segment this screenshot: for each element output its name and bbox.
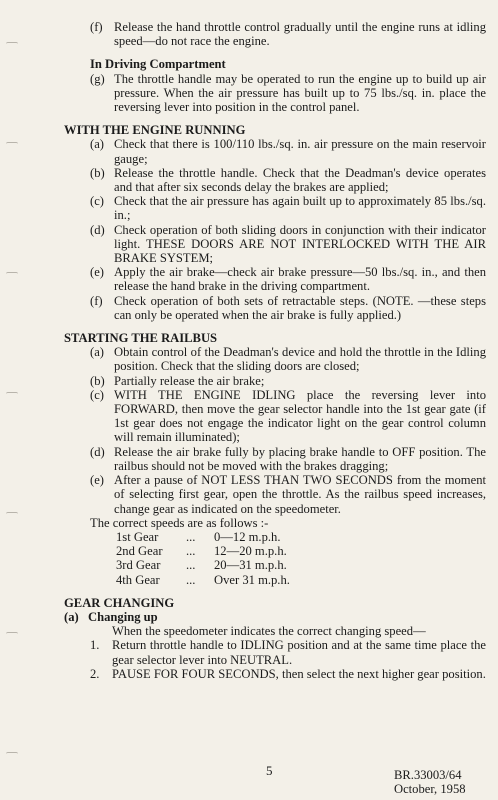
item-label: (b) xyxy=(90,165,105,180)
changing-up-intro: When the speedometer indicates the correct changing speed— xyxy=(112,624,426,639)
sub-heading-text: Changing up xyxy=(88,609,158,624)
list-item xyxy=(90,223,486,266)
speeds-table xyxy=(116,530,486,587)
gear-cell: 3rd Gear xyxy=(116,558,161,573)
item-text: Release the air brake fully by placing brake handle to OFF position. The railbus should not be moved with the brakes dragging; xyxy=(114,444,486,473)
list-item xyxy=(90,137,486,165)
item-label: (f) xyxy=(90,20,103,34)
driving-compartment-heading: In Driving Compartment xyxy=(90,57,226,72)
item-label: (e) xyxy=(90,265,104,280)
gear-cell: 1st Gear xyxy=(116,529,159,544)
engine-running-heading: WITH THE ENGINE RUNNING xyxy=(64,123,246,138)
document-reference xyxy=(394,768,466,796)
item-text: The throttle handle may be operated to run the engine up to build up air pressure. When the air pressure has built up to 75 lbs./sq. in. place the reversing lever into position in the control panel. xyxy=(114,71,486,115)
item-text: Check that the air pressure has again built up to approximately 85 lbs./sq. in.; xyxy=(114,194,486,223)
item-text: After a pause of NOT LESS THAN TWO SECONDS from the moment of selecting first gear, open the throttle. As the railbus speed increases, change gear as indicated on the speedometer. xyxy=(114,473,486,516)
item-text: Return throttle handle to IDLING position and at the same time place the gear selector lever into NEUTRAL. xyxy=(112,638,486,667)
binding-mark xyxy=(6,272,18,274)
document-body xyxy=(64,20,486,681)
leader-dots: ... xyxy=(186,529,196,544)
item-text: WITH THE ENGINE IDLING place the reversing lever into FORWARD, then move the gear selector handle into the 1st gear gate (if 1st gear does not engage the indicator light on the gear control column will remain illuminated); xyxy=(114,387,486,445)
item-text: Partially release the air brake; xyxy=(114,373,265,388)
item-text: Release the hand throttle control gradually until the engine runs at idling speed—do not race the engine. xyxy=(114,20,486,49)
binding-mark xyxy=(6,42,18,44)
reference-number: BR.33003/64 xyxy=(394,768,462,782)
item-text: Check that there is 100/110 lbs./sq. in. air pressure on the main reservoir gauge; xyxy=(114,137,486,166)
table-row xyxy=(116,573,486,587)
starting-list xyxy=(90,345,486,515)
publication-date: October, 1958 xyxy=(394,782,466,796)
engine-running-list xyxy=(90,137,486,322)
item-label: (d) xyxy=(90,444,105,459)
item-text: PAUSE FOR FOUR SECONDS, then select the next higher gear position. xyxy=(112,666,486,681)
leader-dots: ... xyxy=(186,558,196,573)
list-item xyxy=(90,473,486,516)
binding-mark xyxy=(6,142,18,144)
driving-compartment-item xyxy=(90,72,486,115)
list-item xyxy=(90,667,486,681)
item-label: (b) xyxy=(90,373,105,388)
item-label: 1. xyxy=(90,638,100,653)
page-number: 5 xyxy=(266,763,273,778)
leader-dots: ... xyxy=(186,572,196,587)
item-text: Release the throttle handle. Check that the Deadman's device operates and that after six seconds delay the brakes are applied; xyxy=(114,165,486,195)
speed-range: 12—20 m.p.h. xyxy=(214,544,287,559)
item-label: (a) xyxy=(90,137,104,152)
list-item xyxy=(90,374,486,388)
changing-up-heading xyxy=(64,610,486,624)
item-label: (f) xyxy=(90,293,103,308)
item-label: (a) xyxy=(90,345,104,360)
item-label: 2. xyxy=(90,666,100,681)
binding-mark xyxy=(6,392,18,394)
gear-changing-heading: GEAR CHANGING xyxy=(64,595,175,610)
list-item xyxy=(90,345,486,373)
gear-cell: 4th Gear xyxy=(116,572,160,587)
table-row xyxy=(116,530,486,544)
item-text: Check operation of both sliding doors in conjunction with their indicator light. THESE DOORS ARE NOT INTERLOCKED WITH THE AIR BRAKE SYSTEM; xyxy=(114,222,486,266)
item-label: (g) xyxy=(90,71,105,86)
table-row xyxy=(116,558,486,572)
list-item xyxy=(90,194,486,222)
speeds-intro: The correct speeds are as follows :- xyxy=(90,515,269,530)
list-item xyxy=(90,638,486,666)
list-item xyxy=(90,265,486,293)
gear-cell: 2nd Gear xyxy=(116,544,163,559)
item-text: Apply the air brake—check air brake pressure—50 lbs./sq. in., and then release the hand brake in the driving compartment. xyxy=(114,265,486,294)
item-label: (d) xyxy=(90,222,105,237)
leader-dots: ... xyxy=(186,544,196,559)
binding-mark xyxy=(6,632,18,634)
item-label: (a) xyxy=(64,609,79,624)
item-text: Obtain control of the Deadman's device and hold the throttle in the Idling position. Check that the sliding doors are closed; xyxy=(114,345,486,374)
speed-range: 0—12 m.p.h. xyxy=(214,529,281,544)
item-label: (c) xyxy=(90,194,104,209)
list-item xyxy=(90,445,486,473)
table-row xyxy=(116,544,486,558)
item-text: Check operation of both sets of retractable steps. (NOTE. —these steps can only be operated when the air brake is fully applied.) xyxy=(114,293,486,322)
list-item xyxy=(90,294,486,322)
starting-heading: STARTING THE RAILBUS xyxy=(64,331,218,346)
list-item xyxy=(90,388,486,445)
item-label: (c) xyxy=(90,387,104,402)
binding-mark xyxy=(6,752,18,754)
speed-range: Over 31 m.p.h. xyxy=(214,572,290,587)
list-item xyxy=(90,166,486,194)
top-item xyxy=(90,20,486,48)
binding-mark xyxy=(6,512,18,514)
item-label: (e) xyxy=(90,473,104,488)
speed-range: 20—31 m.p.h. xyxy=(214,558,287,573)
